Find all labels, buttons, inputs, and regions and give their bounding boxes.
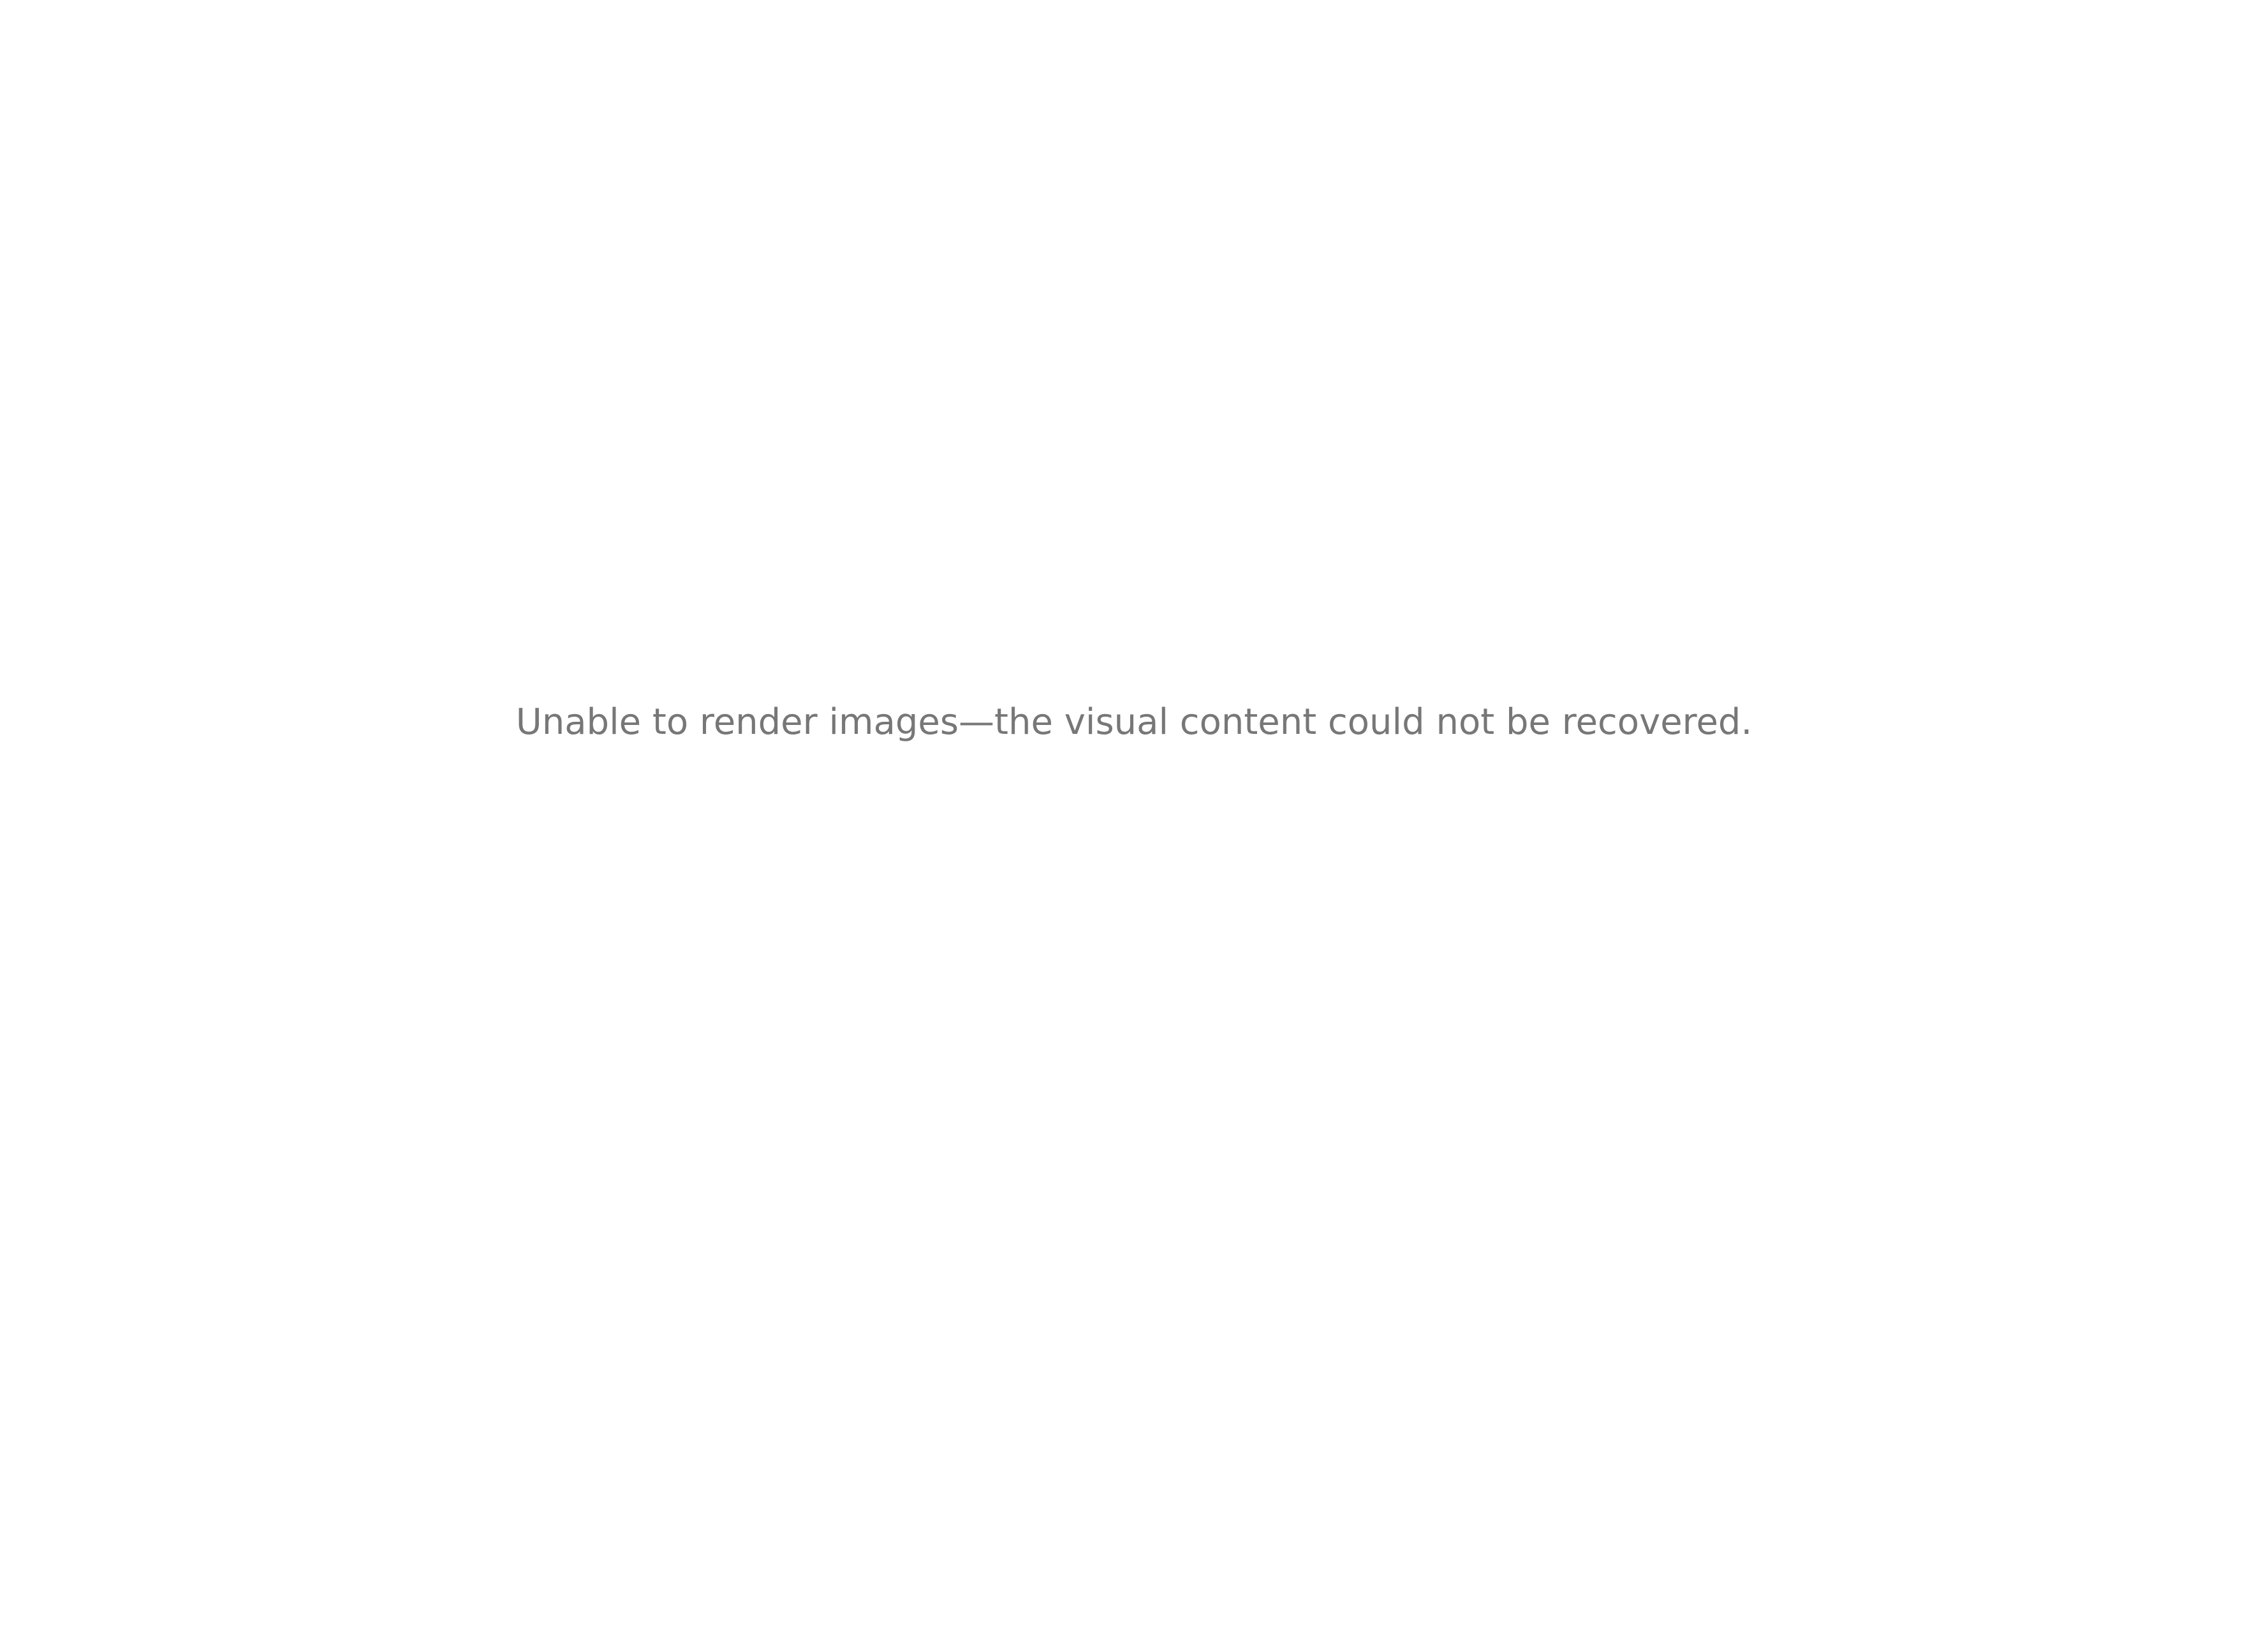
- unavailable-notice: Unable to render images—the visual content could not be recovered.: [515, 701, 1753, 743]
